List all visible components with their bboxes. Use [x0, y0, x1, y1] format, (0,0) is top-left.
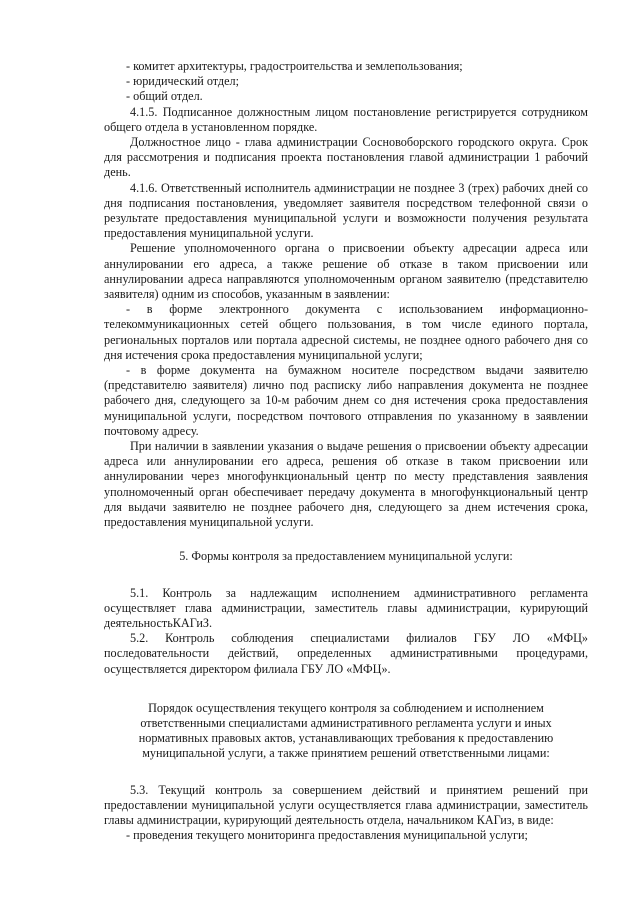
- document-body: [104, 59, 588, 843]
- list-item: - комитет архитектуры, градостроительства и землепользования;: [126, 59, 463, 73]
- paragraph-5-3: 5.3. Текущий контроль за совершением действий и принятием решений при предоставлении муниципальной услуги осуществляется глава администрации, заместитель главы администрации, курирующий деятельность отдела, начальником КАГиз, в виде:: [104, 782, 588, 827]
- paragraph-5-1: 5.1. Контроль за надлежащим исполнением административного регламента осуществляет глава администрации, заместитель главы администрации, курирующий деятельностьКАГиЗ.: [104, 585, 588, 630]
- procedure-heading: Порядок осуществления текущего контроля за соблюдением и исполнением ответственными специалистами административного регламента услуги и иных нормативных правовых актов, устанавливающих требования к предоставлению муниципальной услуги, а также принятием решений ответственными лицами:: [138, 700, 554, 761]
- list-item: - юридический отдел;: [126, 74, 239, 89]
- paragraph-mfc: При наличии в заявлении указания о выдаче решения о присвоении объекту адресации адреса или аннулировании его адреса, решения об отказе в таком присвоении или аннулировании через многофункциональный центр по месту представления заявления уполномоченный орган обеспечивает передачу документа в многофункциональный центр для выдачи заявителю не позднее рабочего дня, следующего за днем истечения срока, предоставления муниципальной услуги.: [104, 439, 588, 530]
- spacer: [104, 565, 588, 586]
- list-item: - проведения текущего мониторинга предоставления муниципальной услуги;: [126, 828, 528, 843]
- paragraph-5-2: 5.2. Контроль соблюдения специалистами филиалов ГБУ ЛО «МФЦ» последовательности действий, определенных административными процедурами, осуществляется директором филиала ГБУ ЛО «МФЦ».: [104, 631, 588, 676]
- section-5-title: 5. Формы контроля за предоставлением муниципальной услуги:: [179, 549, 513, 564]
- spacer: [104, 677, 588, 701]
- list-item: - общий отдел.: [126, 89, 203, 104]
- paragraph-paper: - в форме документа на бумажном носителе посредством выдачи заявителю (представителю заявителя) лично под расписку либо направления документа не позднее рабочего дня, следующего за 10-м рабочим днем со дня истечения срока предоставления муниципальной услуги, посредством почтового отправления по указанному в заявлении почтовому адресу.: [104, 363, 588, 438]
- paragraph-4-1-6: 4.1.6. Ответственный исполнитель администрации не позднее 3 (трех) рабочих дней со дня подписания постановления, уведомляет заявителя посредством телефонной связи о результате предоставления муниципальной услуги и возможности получения результата предоставления муниципальной услуги.: [104, 180, 588, 241]
- paragraph-decision: Решение уполномоченного органа о присвоении объекту адресации адреса или аннулировании его адреса, а также решение об отказе в таком присвоении или аннулировании адреса направляются уполномоченным органом заявителю (представителю заявителя) одним из способов, указанным в заявлении:: [104, 241, 588, 302]
- paragraph-official: Должностное лицо - глава администрации Сосновоборского городского округа. Срок для рассмотрения и подписания проекта постановления главой администрации 1 рабочий день.: [104, 135, 588, 180]
- spacer: [104, 530, 588, 549]
- spacer: [104, 762, 588, 783]
- paragraph-electronic: - в форме электронного документа с использованием информационно-телекоммуникационных сетей общего пользования, в том числе единого портала, региональных порталов или портала адресной системы, не позднее одного рабочего дня со дня истечения срока предоставления муниципальной услуги;: [104, 302, 588, 362]
- paragraph-4-1-5: 4.1.5. Подписанное должностным лицом постановление регистрируется сотрудником общего отдела в установленном порядке.: [104, 104, 588, 134]
